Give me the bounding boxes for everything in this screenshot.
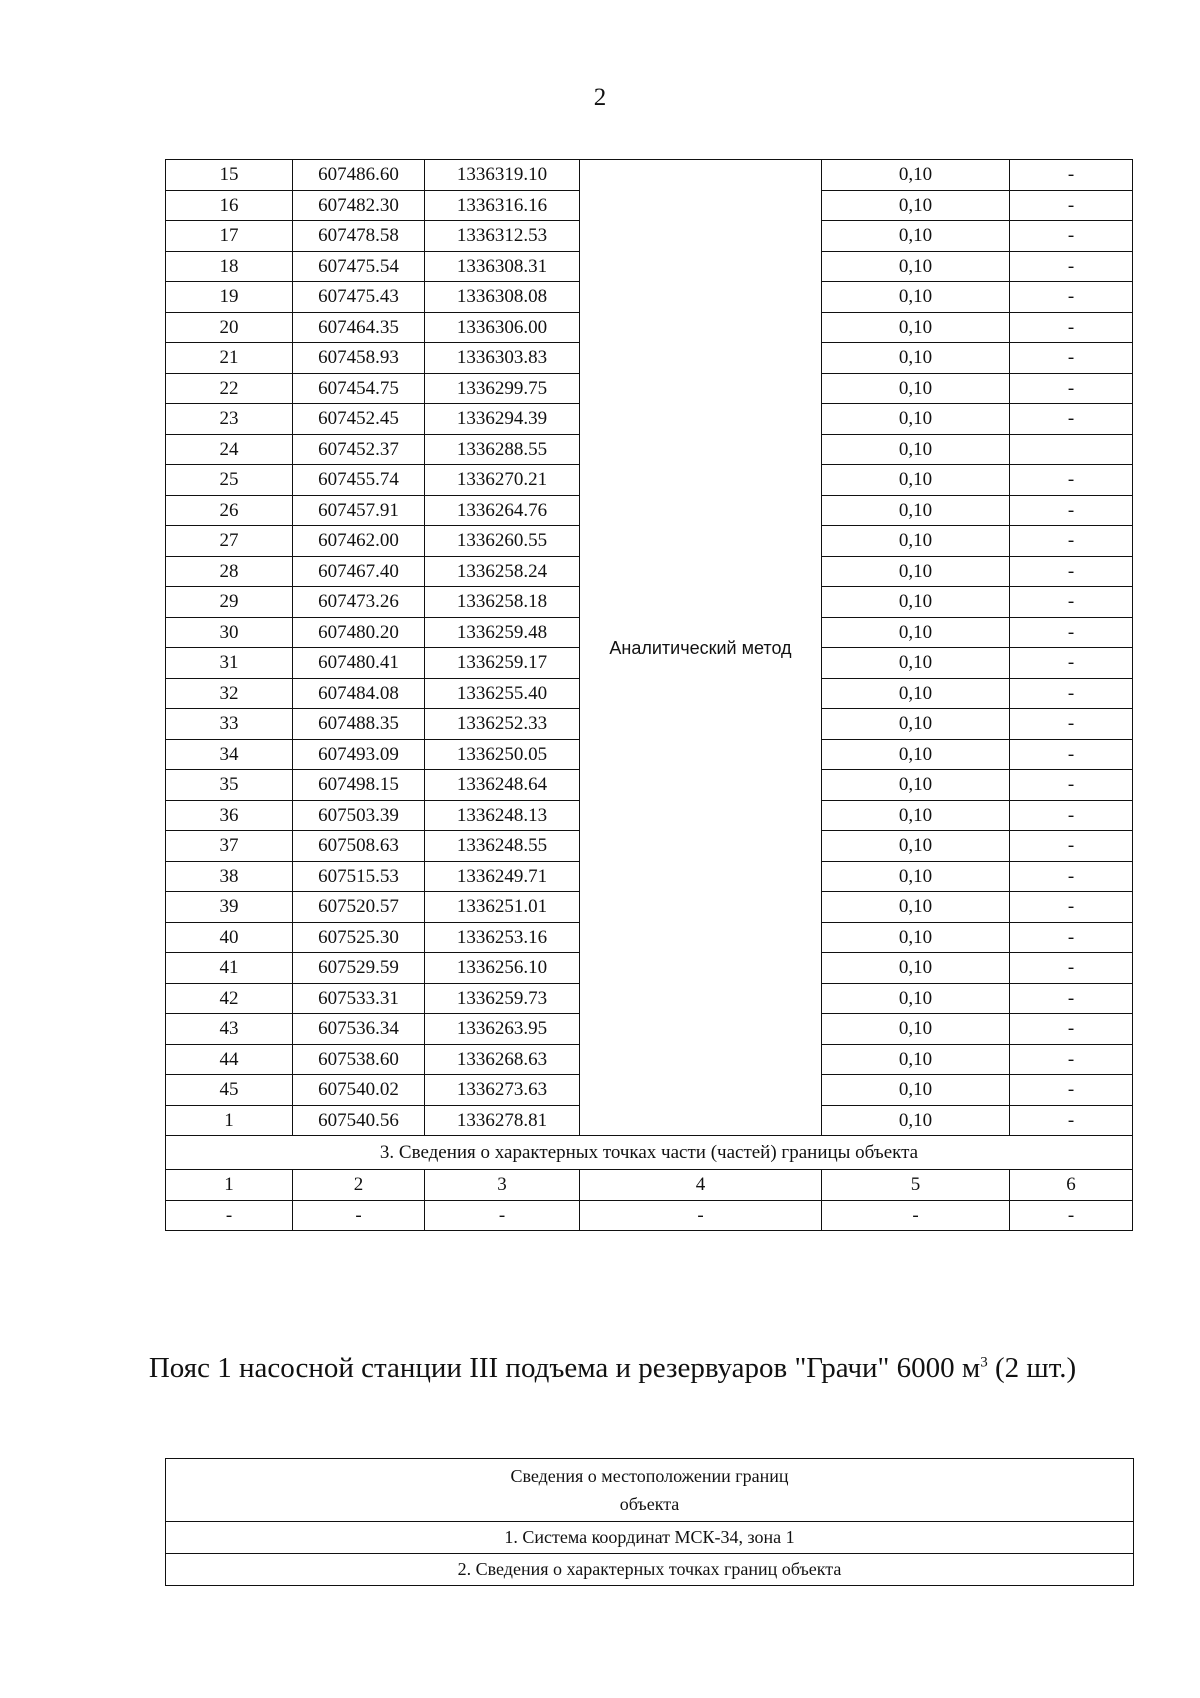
accuracy-cell: 0,10 [822,221,1010,252]
point-number-cell: 17 [166,221,293,252]
points-title-cell: 2. Сведения о характерных точках границ объекта [166,1554,1134,1586]
point-number-cell: 38 [166,861,293,892]
x-coordinate-cell: 607525.30 [293,922,425,953]
accuracy-cell: 0,10 [822,648,1010,679]
y-coordinate-cell: 1336299.75 [425,373,580,404]
y-coordinate-cell: 1336308.08 [425,282,580,313]
x-coordinate-cell: 607515.53 [293,861,425,892]
accuracy-cell: 0,10 [822,1044,1010,1075]
point-number-cell: 27 [166,526,293,557]
y-coordinate-cell: 1336263.95 [425,1014,580,1045]
accuracy-cell: 0,10 [822,617,1010,648]
x-coordinate-cell: 607473.26 [293,587,425,618]
x-coordinate-cell: 607520.57 [293,892,425,923]
x-coordinate-cell: 607462.00 [293,526,425,557]
x-coordinate-cell: 607455.74 [293,465,425,496]
description-cell: - [1010,556,1133,587]
empty-data-cell: - [580,1200,822,1231]
y-coordinate-cell: 1336260.55 [425,526,580,557]
y-coordinate-cell: 1336308.31 [425,251,580,282]
method-cell: Аналитический метод [580,160,822,1136]
description-cell: - [1010,770,1133,801]
x-coordinate-cell: 607464.35 [293,312,425,343]
point-number-cell: 23 [166,404,293,435]
y-coordinate-cell: 1336248.55 [425,831,580,862]
accuracy-cell: 0,10 [822,160,1010,191]
accuracy-cell: 0,10 [822,739,1010,770]
accuracy-cell: 0,10 [822,831,1010,862]
point-number-cell: 30 [166,617,293,648]
accuracy-cell: 0,10 [822,953,1010,984]
x-coordinate-cell: 607538.60 [293,1044,425,1075]
point-number-cell: 15 [166,160,293,191]
description-cell: - [1010,190,1133,221]
description-cell [1010,434,1133,465]
x-coordinate-cell: 607493.09 [293,739,425,770]
empty-data-cell: - [822,1200,1010,1231]
description-cell: - [1010,1044,1133,1075]
point-number-cell: 34 [166,739,293,770]
x-coordinate-cell: 607475.54 [293,251,425,282]
x-coordinate-cell: 607533.31 [293,983,425,1014]
x-coordinate-cell: 607484.08 [293,678,425,709]
point-number-cell: 40 [166,922,293,953]
y-coordinate-cell: 1336259.17 [425,648,580,679]
description-cell: - [1010,648,1133,679]
x-coordinate-cell: 607457.91 [293,495,425,526]
point-number-cell: 24 [166,434,293,465]
column-number-cell: 6 [1010,1170,1133,1201]
accuracy-cell: 0,10 [822,587,1010,618]
y-coordinate-cell: 1336258.18 [425,587,580,618]
y-coordinate-cell: 1336252.33 [425,709,580,740]
accuracy-cell: 0,10 [822,251,1010,282]
y-coordinate-cell: 1336270.21 [425,465,580,496]
point-number-cell: 36 [166,800,293,831]
description-cell: - [1010,526,1133,557]
empty-data-cell: - [293,1200,425,1231]
section3-title-cell: 3. Сведения о характерных точках части (частей) границы объекта [166,1136,1133,1170]
column-number-cell: 4 [580,1170,822,1201]
table-row [166,160,1133,191]
column-number-cell: 3 [425,1170,580,1201]
accuracy-cell: 0,10 [822,465,1010,496]
empty-data-row [166,1200,1133,1231]
description-cell: - [1010,739,1133,770]
x-coordinate-cell: 607488.35 [293,709,425,740]
point-number-cell: 18 [166,251,293,282]
description-cell: - [1010,922,1133,953]
point-number-cell: 16 [166,190,293,221]
x-coordinate-cell: 607480.41 [293,648,425,679]
description-cell: - [1010,282,1133,313]
accuracy-cell: 0,10 [822,770,1010,801]
object-heading [0,1352,1200,1385]
x-coordinate-cell: 607482.30 [293,190,425,221]
y-coordinate-cell: 1336259.73 [425,983,580,1014]
description-cell: - [1010,343,1133,374]
accuracy-cell: 0,10 [822,922,1010,953]
description-cell: - [1010,221,1133,252]
point-number-cell: 21 [166,343,293,374]
y-coordinate-cell: 1336258.24 [425,556,580,587]
accuracy-cell: 0,10 [822,190,1010,221]
coordinate-system-row [166,1522,1134,1554]
description-cell: - [1010,251,1133,282]
y-coordinate-cell: 1336268.63 [425,1044,580,1075]
x-coordinate-cell: 607452.45 [293,404,425,435]
point-number-cell: 28 [166,556,293,587]
column-number-cell: 2 [293,1170,425,1201]
x-coordinate-cell: 607452.37 [293,434,425,465]
y-coordinate-cell: 1336259.48 [425,617,580,648]
y-coordinate-cell: 1336288.55 [425,434,580,465]
column-number-cell: 1 [166,1170,293,1201]
point-number-cell: 44 [166,1044,293,1075]
point-number-cell: 25 [166,465,293,496]
x-coordinate-cell: 607478.58 [293,221,425,252]
description-cell: - [1010,1075,1133,1106]
description-cell: - [1010,587,1133,618]
points-title-row [166,1554,1134,1586]
x-coordinate-cell: 607498.15 [293,770,425,801]
accuracy-cell: 0,10 [822,983,1010,1014]
empty-data-cell: - [1010,1200,1133,1231]
location-header-row [166,1459,1134,1522]
description-cell: - [1010,861,1133,892]
x-coordinate-cell: 607529.59 [293,953,425,984]
point-number-cell: 26 [166,495,293,526]
y-coordinate-cell: 1336273.63 [425,1075,580,1106]
location-info-table [165,1458,1134,1586]
description-cell: - [1010,465,1133,496]
description-cell: - [1010,373,1133,404]
y-coordinate-cell: 1336264.76 [425,495,580,526]
x-coordinate-cell: 607454.75 [293,373,425,404]
y-coordinate-cell: 1336303.83 [425,343,580,374]
description-cell: - [1010,1014,1133,1045]
point-number-cell: 37 [166,831,293,862]
point-number-cell: 22 [166,373,293,404]
object-heading-text: Пояс 1 насосной станции III подъема и резервуаров "Грачи" 6000 м [148,1352,981,1384]
y-coordinate-cell: 1336255.40 [425,678,580,709]
y-coordinate-cell: 1336248.64 [425,770,580,801]
description-cell: - [1010,495,1133,526]
x-coordinate-cell: 607480.20 [293,617,425,648]
description-cell: - [1010,983,1133,1014]
coordinates-table-body [166,160,1133,1231]
accuracy-cell: 0,10 [822,404,1010,435]
y-coordinate-cell: 1336306.00 [425,312,580,343]
y-coordinate-cell: 1336294.39 [425,404,580,435]
point-number-cell: 29 [166,587,293,618]
point-number-cell: 43 [166,1014,293,1045]
accuracy-cell: 0,10 [822,282,1010,313]
accuracy-cell: 0,10 [822,434,1010,465]
description-cell: - [1010,617,1133,648]
point-number-cell: 45 [166,1075,293,1106]
y-coordinate-cell: 1336256.10 [425,953,580,984]
accuracy-cell: 0,10 [822,892,1010,923]
coordinates-table [165,159,1133,1231]
accuracy-cell: 0,10 [822,1075,1010,1106]
description-cell: - [1010,800,1133,831]
accuracy-cell: 0,10 [822,373,1010,404]
x-coordinate-cell: 607467.40 [293,556,425,587]
x-coordinate-cell: 607540.56 [293,1105,425,1136]
description-cell: - [1010,1105,1133,1136]
accuracy-cell: 0,10 [822,526,1010,557]
y-coordinate-cell: 1336253.16 [425,922,580,953]
coordinate-system-cell: 1. Система координат МСК-34, зона 1 [166,1522,1134,1554]
location-header-cell [166,1459,1134,1522]
description-cell: - [1010,709,1133,740]
point-number-cell: 33 [166,709,293,740]
point-number-cell: 39 [166,892,293,923]
location-header-line1: Сведения о местоположении границ [510,1466,789,1486]
x-coordinate-cell: 607475.43 [293,282,425,313]
y-coordinate-cell: 1336316.16 [425,190,580,221]
x-coordinate-cell: 607536.34 [293,1014,425,1045]
description-cell: - [1010,953,1133,984]
column-number-row [166,1170,1133,1201]
y-coordinate-cell: 1336249.71 [425,861,580,892]
column-number-cell: 5 [822,1170,1010,1201]
accuracy-cell: 0,10 [822,556,1010,587]
description-cell: - [1010,312,1133,343]
accuracy-cell: 0,10 [822,709,1010,740]
section3-title-row [166,1136,1133,1170]
description-cell: - [1010,678,1133,709]
point-number-cell: 35 [166,770,293,801]
y-coordinate-cell: 1336248.13 [425,800,580,831]
point-number-cell: 41 [166,953,293,984]
page-number: 2 [593,84,607,111]
location-header-line2: объекта [619,1494,680,1514]
accuracy-cell: 0,10 [822,678,1010,709]
object-heading-superscript: 3 [980,1354,988,1371]
y-coordinate-cell: 1336250.05 [425,739,580,770]
x-coordinate-cell: 607486.60 [293,160,425,191]
accuracy-cell: 0,10 [822,1014,1010,1045]
y-coordinate-cell: 1336251.01 [425,892,580,923]
y-coordinate-cell: 1336319.10 [425,160,580,191]
accuracy-cell: 0,10 [822,861,1010,892]
description-cell: - [1010,892,1133,923]
object-heading-suffix: (2 шт.) [987,1352,1077,1384]
x-coordinate-cell: 607508.63 [293,831,425,862]
point-number-cell: 1 [166,1105,293,1136]
y-coordinate-cell: 1336278.81 [425,1105,580,1136]
accuracy-cell: 0,10 [822,800,1010,831]
accuracy-cell: 0,10 [822,1105,1010,1136]
point-number-cell: 19 [166,282,293,313]
x-coordinate-cell: 607503.39 [293,800,425,831]
accuracy-cell: 0,10 [822,343,1010,374]
point-number-cell: 42 [166,983,293,1014]
empty-data-cell: - [425,1200,580,1231]
x-coordinate-cell: 607540.02 [293,1075,425,1106]
point-number-cell: 31 [166,648,293,679]
empty-data-cell: - [166,1200,293,1231]
point-number-cell: 32 [166,678,293,709]
x-coordinate-cell: 607458.93 [293,343,425,374]
accuracy-cell: 0,10 [822,495,1010,526]
accuracy-cell: 0,10 [822,312,1010,343]
y-coordinate-cell: 1336312.53 [425,221,580,252]
point-number-cell: 20 [166,312,293,343]
description-cell: - [1010,404,1133,435]
description-cell: - [1010,160,1133,191]
description-cell: - [1010,831,1133,862]
